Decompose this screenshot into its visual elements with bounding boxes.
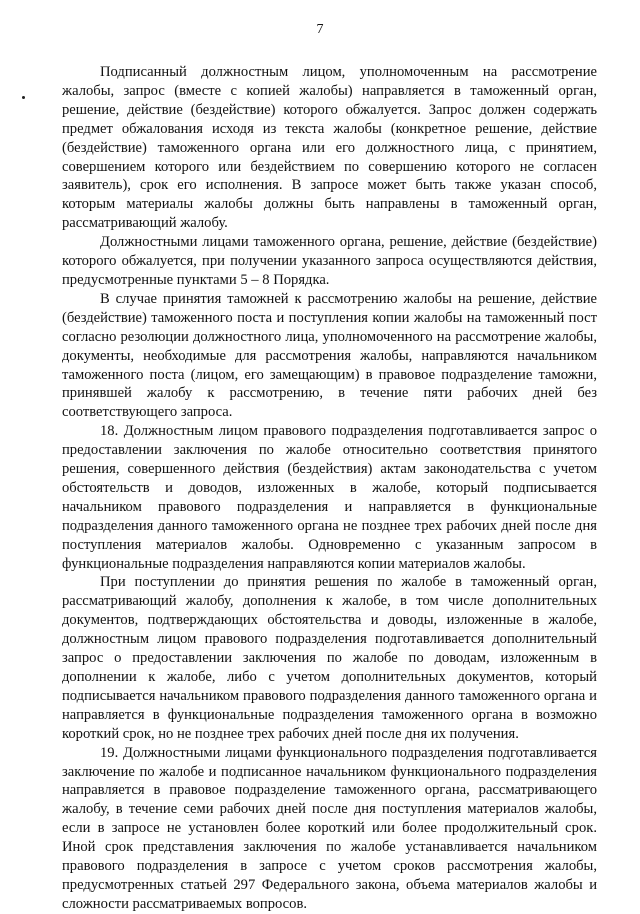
- document-body: [62, 63, 597, 914]
- paragraph-customs-post-case: В случае принятия таможней к рассмотрению жалобы на решение, действие (бездействие) таможенного поста и поступления копии жалобы на таможенный пост согласно резолюции должностного лица, уполномоченного на рассмотрение жалобы, документы, необходимые для рассмотрения жалобы, направляются начальником таможенного поста (лицом, его замещающим) в правовое подразделение таможни, принявшей жалобу к рассмотрению, в течение пяти рабочих дней без соответствующего запроса.: [62, 290, 597, 421]
- paragraph-actions-on-request: Должностными лицами таможенного органа, решение, действие (бездействие) которого обжалуется, при получении указанного запроса осуществляются действия, предусмотренные пунктами 5 – 8 Порядка.: [62, 234, 597, 288]
- scan-speck: [22, 96, 25, 99]
- paragraph-clause-18: 18. Должностным лицом правового подразделения подготавливается запрос о предоставлении заключения по жалобе относительно соответствия принятого решения, совершенного действия (бездействия) актам законодательства с учетом обстоятельств и доводов, изложенных в жалобе, который подписывается начальником правового подразделения и направляется в функциональные подразделения данного таможенного органа не позднее трех рабочих дней после дня поступления материалов жалобы. Одновременно с указанным запросом в функциональные подразделения направляются копии материалов жалобы.: [62, 423, 597, 572]
- paragraph-additional-request: При поступлении до принятия решения по жалобе в таможенный орган, рассматривающий жалобу, дополнения к жалобе, в том числе дополнительных документов, подтверждающих обстоятельства и доводы, изложенные в жалобе, должностным лицом правового подразделения подготавливается дополнительный запрос о предоставлении заключения по жалобе по доводам, изложенным в дополнении к жалобе, либо с учетом дополнительных документов, который подписывается начальником правового подразделения данного таможенного органа и направляется в функциональные подразделения таможенного органа в возможно короткий срок, но не позднее трех рабочих дней после дня их получения.: [62, 574, 597, 742]
- paragraph-request-contents: Подписанный должностным лицом, уполномоченным на рассмотрение жалобы, запрос (вместе с копией жалобы) направляется в таможенный орган, решение, действие (бездействие) которого обжалуется. Запрос должен содержать предмет обжалования исходя из текста жалобы (конкретное решение, действие (бездействие) таможенного органа или его должностного лица, с принятием, совершением которого или бездействием по совершению которого не согласен заявитель), срок его исполнения. В запросе может быть также указан способ, которым материалы жалобы должны быть направлены в таможенный орган, рассматривающий жалобу.: [62, 64, 597, 232]
- paragraph-clause-19: 19. Должностными лицами функционального подразделения подготавливается заключение по жалобе и подписанное начальником функционального подразделения направляется в правовое подразделение таможенного органа, рассматривающего жалобу, в течение семи рабочих дней после дня поступления материалов жалобы, если в запросе не установлен более короткий или более продолжительный срок. Иной срок представления заключения по жалобе устанавливается начальником правового подразделения в запросе с учетом сроков рассмотрения жалобы, предусмотренных статьей 297 Федерального закона, объема материалов жалобы и сложности рассматриваемых вопросов.: [62, 744, 597, 912]
- page-number: 7: [316, 22, 324, 37]
